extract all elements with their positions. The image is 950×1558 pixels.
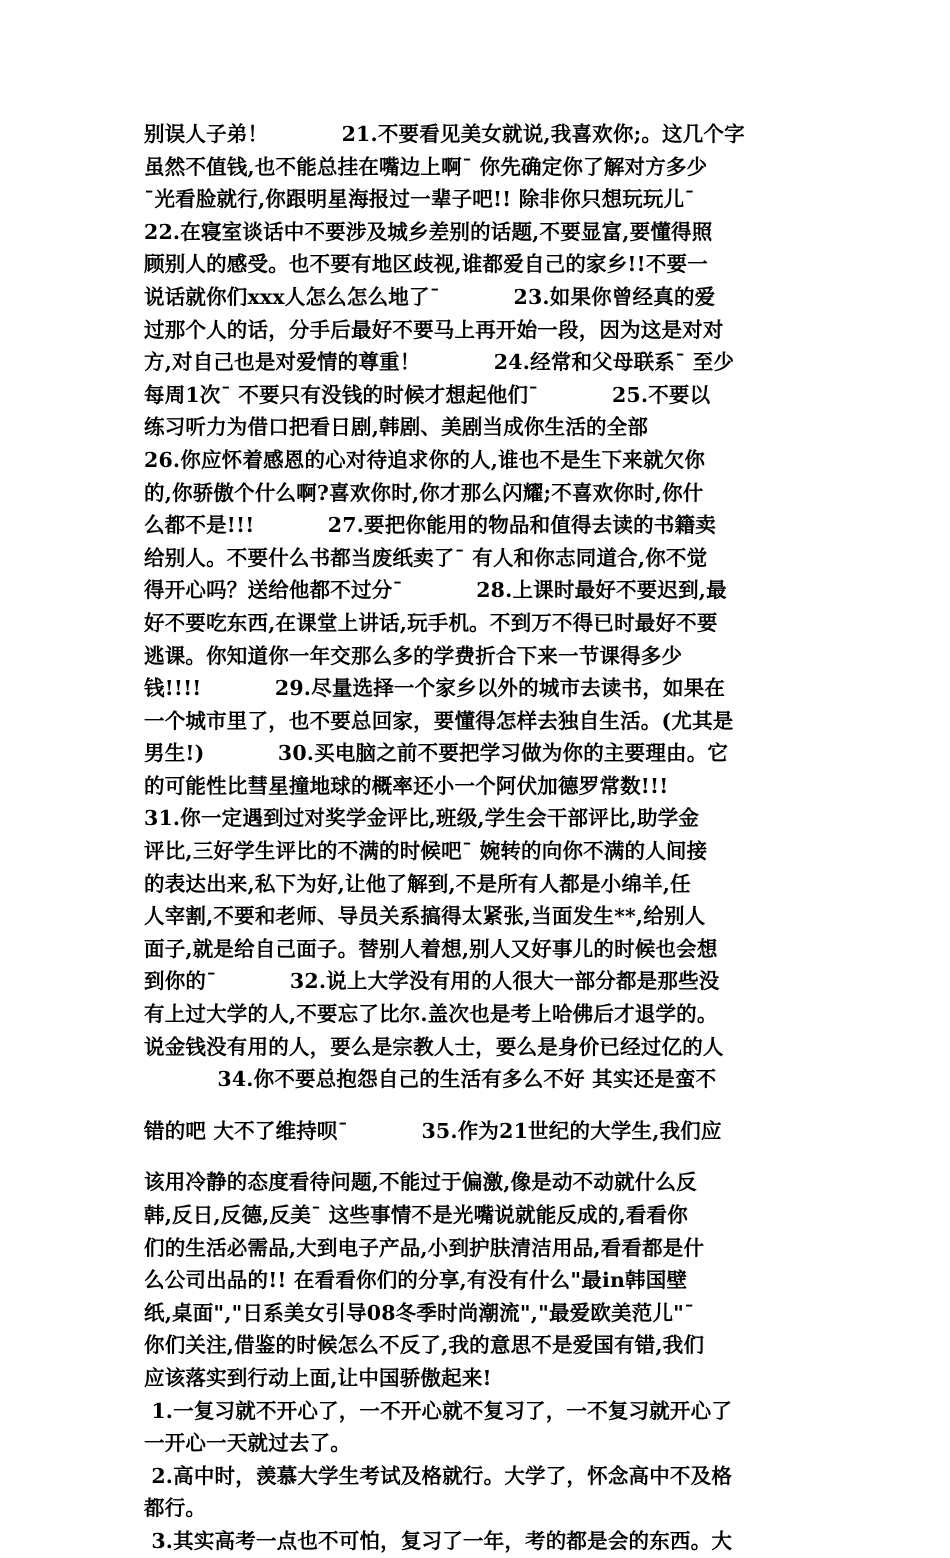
text-line: 每周1次¯ 不要只有没钱的时候才想起他们¯ 25.不要以 <box>144 382 711 407</box>
text-line: 给别人。不要什么书都当废纸卖了¯ 有人和你志同道合,你不觉 <box>144 545 708 570</box>
text-line: 过那个人的话，分手后最好不要马上再开始一段，因为这是对对 <box>144 317 724 342</box>
text-line: 一开心一天就过去了。 <box>144 1431 351 1456</box>
text-line: 评比,三好学生评比的不满的时候吧¯ 婉转的向你不满的人间接 <box>144 839 708 864</box>
text-line: 么都不是!!! 27.要把你能用的物品和值得去读的书籍卖 <box>144 513 716 538</box>
text-line: 有上过大学的人,不要忘了比尔.盖次也是考上哈佛后才退学的。 <box>144 1002 718 1027</box>
text-line: 人宰割,不要和老师、导员关系搞得太紧张,当面发生**,给别人 <box>144 904 706 929</box>
paragraph-gap <box>144 1096 812 1115</box>
text-line: 31.你一定遇到过对奖学金评比,班级,学生会干部评比,助学金 <box>144 806 700 831</box>
text-line: 的可能性比彗星撞地球的概率还小一个阿伏加德罗常数!!! <box>144 773 669 798</box>
text-line: 韩,反日,反德,反美¯ 这些事情不是光嘴说就能反成的,看看你 <box>144 1203 688 1227</box>
text-line: 该用冷静的态度看待问题,不能过于偏激,像是动不动就什么反 <box>144 1170 697 1195</box>
text-line: 你们关注,借鉴的时候怎么不反了,我的意思不是爱国有错,我们 <box>144 1333 705 1358</box>
text-line: 应该落实到行动上面,让中国骄傲起来! <box>144 1365 492 1390</box>
text-line: 么公司出品的!! 在看看你们的分享,有没有什么"最in韩国壁 <box>144 1268 688 1293</box>
text-line: 错的吧 大不了维持呗¯ 35.作为21世纪的大学生,我们应 <box>144 1118 722 1143</box>
text-line: 26.你应怀着感恩的心对待追求你的人,谁也不是生下来就欠你 <box>144 447 706 472</box>
body-text <box>144 118 812 1558</box>
text-line: 1.一复习就不开心了，一不开心就不复习了，一不复习就开心了 <box>144 1398 733 1423</box>
text-line: 一个城市里了，也不要总回家，要懂得怎样去独自生活。(尤其是 <box>144 708 734 733</box>
text-line: 们的生活必需品,大到电子产品,小到护肤清洁用品,看看都是什 <box>144 1235 705 1260</box>
text-line: 纸,桌面","日系美女引导08冬季时尚潮流","最爱欧美范儿"¯ <box>144 1300 695 1325</box>
text-line: 到你的¯ 32.说上大学没有用的人很大一部分都是那些没 <box>144 969 720 994</box>
text-line: 3.其实高考一点也不可怕，复习了一年，考的都是会的东西。大 <box>144 1528 733 1553</box>
text-line: 面子,就是给自己面子。替别人着想,别人又好事儿的时候也会想 <box>144 936 718 961</box>
text-line: 顾别人的感受。也不要有地区歧视,谁都爱自己的家乡!!不要一 <box>144 252 708 277</box>
text-line: 的表达出来,私下为好,让他了解到,不是所有人都是小绵羊,任 <box>144 871 691 896</box>
text-line: 方,对自己也是对爱情的尊重！ 24.经常和父母联系¯ 至少 <box>144 350 735 375</box>
text-line: 男生!) 30.买电脑之前不要把学习做为你的主要理由。它 <box>144 741 729 766</box>
text-line: 得开心吗？送给他都不过分¯ 28.上课时最好不要迟到,最 <box>144 578 727 603</box>
text-line: 2.高中时，羡慕大学生考试及格就行。大学了，怀念高中不及格 <box>144 1463 733 1488</box>
text-line: 22.在寝室谈话中不要涉及城乡差别的话题,不要显富,要懂得照 <box>144 219 713 244</box>
text-line: 的,你骄傲个什么啊?喜欢你时,你才那么闪耀;不喜欢你时,你什 <box>144 480 704 505</box>
text-line: 别误人子弟！ 21.不要看见美女就说,我喜欢你;。这几个字 <box>144 122 745 146</box>
text-line: 说话就你们xxx人怎么怎么地了¯ 23.如果你曾经真的爱 <box>144 284 716 309</box>
text-line: ¯光看脸就行,你跟明星海报过一辈子吧!! 除非你只想玩玩儿¯ <box>144 187 695 212</box>
text-line: 虽然不值钱,也不能总挂在嘴边上啊¯ 你先确定你了解对方多少 <box>144 154 708 179</box>
text-line: 说金钱没有用的人，要么是宗教人士，要么是身价已经过亿的人 <box>144 1034 724 1059</box>
text-line: 好不要吃东西,在课堂上讲话,玩手机。不到万不得已时最好不要 <box>144 610 718 635</box>
text-line: 练习听力为借口把看日剧,韩剧、美剧当成你生活的全部 <box>144 415 649 440</box>
text-line: 钱!!!! 29.尽量选择一个家乡以外的城市去读书，如果在 <box>144 676 726 701</box>
text-line: 34.你不要总抱怨自己的生活有多么不好 其实还是蛮不 <box>144 1067 717 1092</box>
paragraph-gap <box>144 1147 812 1166</box>
text-line: 都行。 <box>144 1496 207 1521</box>
text-line: 逃课。你知道你一年交那么多的学费折合下来一节课得多少 <box>144 643 683 668</box>
